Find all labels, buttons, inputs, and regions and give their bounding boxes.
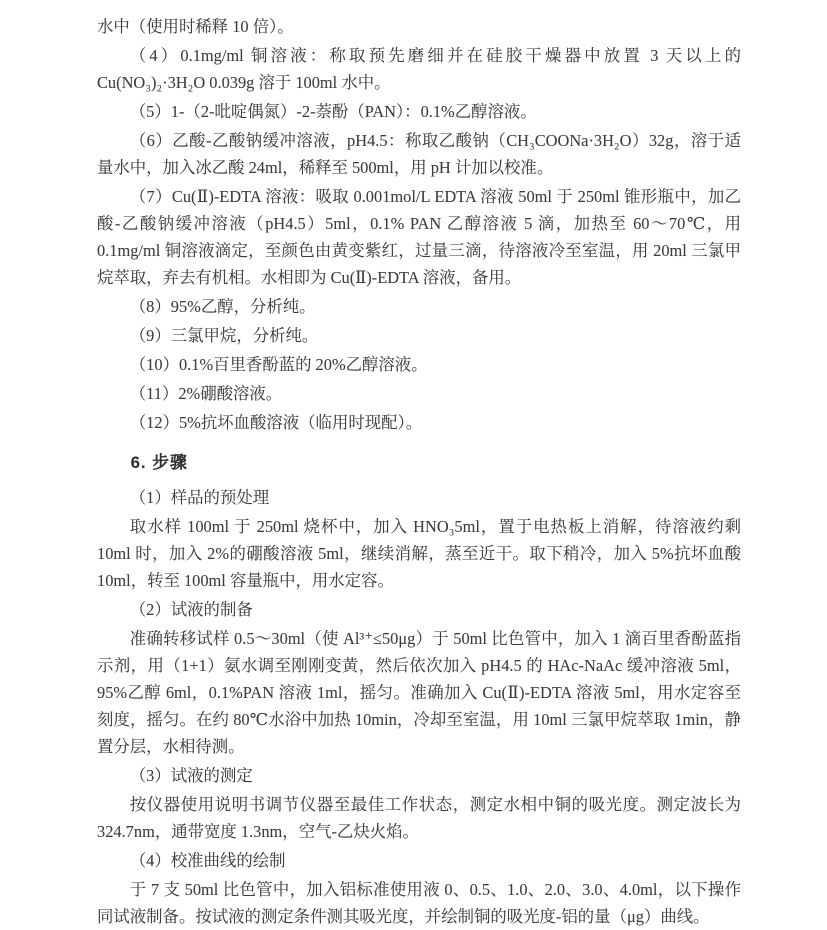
paragraph: 取水样 100ml 于 250ml 烧杯中，加入 HNO₃5ml，置于电热板上消解，待溶液约剩 10ml 时，加入 2%的硼酸溶液 5ml，继续消解，蒸至近干。取下稍冷，加入 5%抗坏血酸 10ml，转至 100ml 容量瓶中，用水定容。: [97, 517, 741, 590]
paragraph: （5）1-（2-吡啶偶氮）-2-萘酚（PAN）：0.1%乙醇溶液。: [129, 102, 537, 121]
paragraph: 于 7 支 50ml 比色管中，加入铝标准使用液 0、0.5、1.0、2.0、3.0、4.0ml，以下操作同试液制备。按试液的测定条件测其吸光度，并绘制铜的吸光度-铝的量（μg）曲线。: [97, 880, 741, 926]
section-heading: 6. 步骤: [130, 453, 188, 472]
paragraph: （4）0.1mg/ml 铜溶液：称取预先磨细并在硅胶干燥器中放置 3 天以上的 Cu(NO₃)₂·3H₂O 0.039g 溶于 100ml 水中。: [97, 46, 741, 92]
document-body: [97, 13, 741, 930]
paragraph: （12）5%抗坏血酸溶液（临用时现配）。: [129, 413, 423, 432]
paragraph: （10）0.1%百里香酚蓝的 20%乙醇溶液。: [129, 355, 428, 374]
paragraph: （9）三氯甲烷，分析纯。: [129, 326, 319, 345]
paragraph: （2）试液的制备: [129, 600, 253, 619]
paragraph: （4）校准曲线的绘制: [129, 851, 286, 870]
paragraph: （3）试液的测定: [129, 766, 253, 785]
paragraph: （8）95%乙醇，分析纯。: [129, 297, 316, 316]
paragraph: （11）2%硼酸溶液。: [129, 384, 283, 403]
paragraph: （1）样品的预处理: [129, 488, 270, 507]
paragraph: （6）乙酸-乙酸钠缓冲溶液，pH4.5：称取乙酸钠（CH₃COONa·3H₂O）32g，溶于适量水中，加入冰乙酸 24ml，稀释至 500ml，用 pH 计加以校准。: [97, 131, 741, 177]
paragraph: 准确转移试样 0.5～30ml（使 Al³⁺≤50μg）于 50ml 比色管中，加入 1 滴百里香酚蓝指示剂，用（1+1）氨水调至刚刚变黄，然后依次加入 pH4.5 的 HAc-NaAc 缓冲溶液 5ml，95%乙醇 6ml，0.1%PAN 溶液 1ml，摇匀。准确加入 Cu(Ⅱ)-EDTA 溶液 5ml，用水定容至刻度，摇匀。在约 80℃水浴中加热 10min，冷却至室温，用 10ml 三氯甲烷萃取 1min，静置分层，水相待测。: [97, 629, 741, 756]
paragraph: （7）Cu(Ⅱ)-EDTA 溶液：吸取 0.001mol/L EDTA 溶液 50ml 于 250ml 锥形瓶中，加乙酸-乙酸钠缓冲溶液（pH4.5）5ml，0.1% PAN 乙醇溶液 5 滴，加热至 60～70℃，用 0.1mg/ml 铜溶液滴定，至颜色由黄变紫红，过量三滴，待溶液冷至室温，用 20ml 三氯甲烷萃取，弃去有机相。水相即为 Cu(Ⅱ)-EDTA 溶液，备用。: [97, 187, 741, 287]
paragraph: 按仪器使用说明书调节仪器至最佳工作状态，测定水相中铜的吸光度。测定波长为 324.7nm，通带宽度 1.3nm，空气-乙炔火焰。: [97, 795, 741, 841]
paragraph: 水中（使用时稀释 10 倍）。: [97, 17, 294, 36]
